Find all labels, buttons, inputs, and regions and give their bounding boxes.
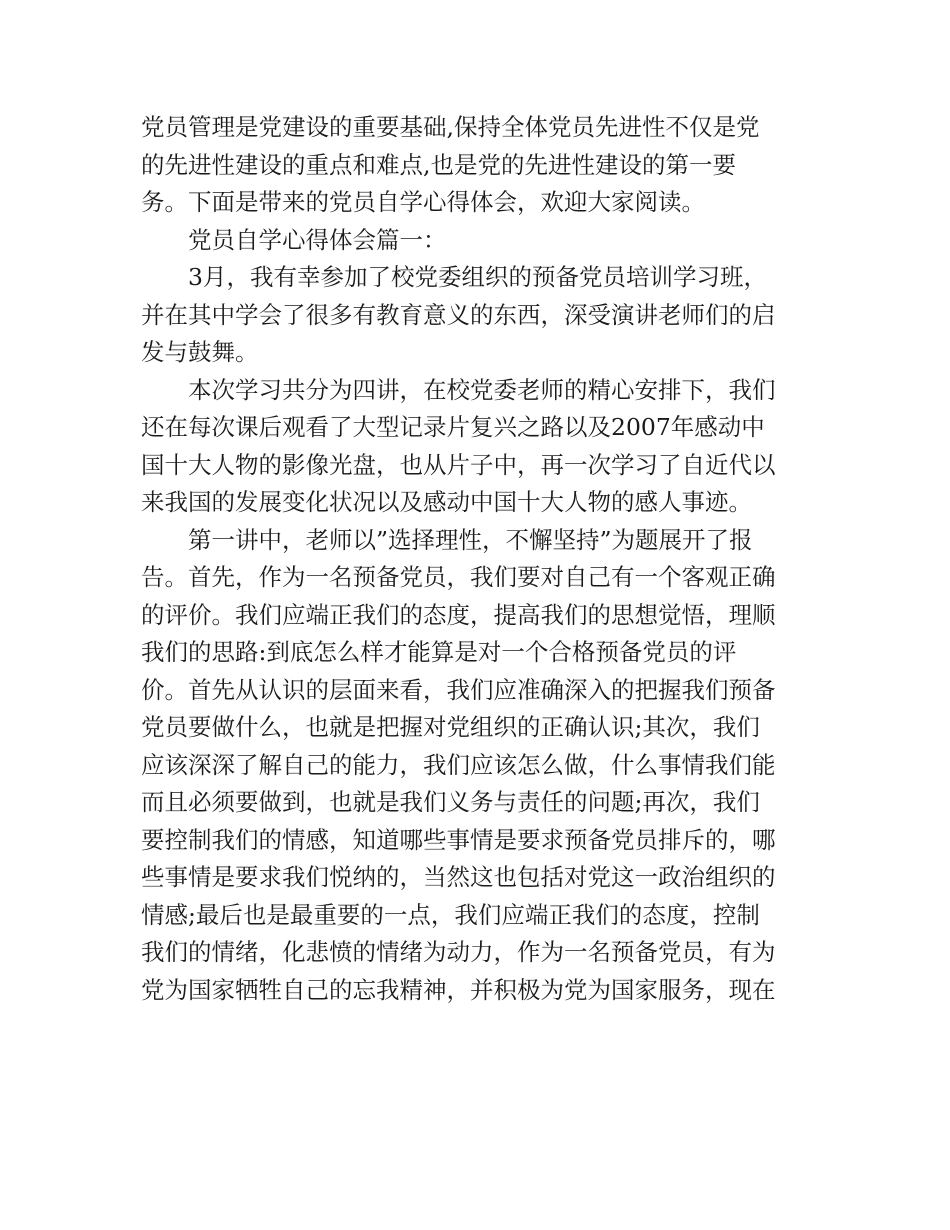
text-line-2: 的先进性建设的重点和难点,也是党的先进性建设的第一要: [141, 150, 736, 179]
text-line-22: 情感;最后也是最重要的一点，我们应端正我们的态度，控制: [141, 900, 760, 929]
text-line-15: 我们的思路:到底怎么样才能算是对一个合格预备党员的评: [141, 638, 737, 666]
text-line-20: 要控制我们的情感，知道哪些事情是要求预备党员排斥的，哪: [141, 825, 776, 854]
text-line-18: 应该深深了解自己的能力，我们应该怎么做，什么事情我们能: [141, 750, 776, 779]
text-line-13: 告。首先，作为一名预备党员，我们要对自己有一个客观正确: [141, 563, 776, 591]
text-line-23: 我们的情绪，化悲愤的情绪为动力，作为一名预备党员，有为: [141, 938, 776, 966]
text-line-3: 务。下面是带来的党员自学心得体会，欢迎大家阅读。: [141, 188, 705, 216]
text-line-7: 发与鼓舞。: [141, 338, 259, 366]
text-line-5: 3月，我有幸参加了校党委组织的预备党员培训学习班，: [188, 263, 767, 291]
text-line-21: 些事情是要求我们悦纳的，当然这也包括对党这一政治组织的: [141, 863, 776, 891]
text-line-1: 党员管理是党建设的重要基础,保持全体党员先进性不仅是党: [141, 113, 760, 141]
text-line-9: 还在每次课后观看了大型记录片复兴之路以及2007年感动中: [141, 413, 765, 441]
section-heading: 党员自学心得体会篇一：: [188, 225, 447, 254]
text-line-8: 本次学习共分为四讲，在校党委老师的精心安排下，我们: [188, 375, 776, 404]
text-line-14: 的评价。我们应端正我们的态度，提高我们的思想觉悟，理顺: [141, 600, 776, 629]
text-line-24: 党为国家牺牲自己的忘我精神，并积极为党为国家服务，现在: [141, 975, 776, 1004]
body-text: [141, 109, 821, 1009]
text-line-19: 而且必须要做到，也就是我们义务与责任的问题;再次，我们: [141, 788, 760, 816]
text-line-16: 价。首先从认识的层面来看，我们应准确深入的把握我们预备: [141, 675, 776, 704]
text-line-17: 党员要做什么，也就是把握对党组织的正确认识;其次，我们: [141, 713, 760, 741]
text-line-10: 国十大人物的影像光盘，也从片子中，再一次学习了自近代以: [141, 450, 776, 479]
text-line-11: 来我国的发展变化状况以及感动中国十大人物的感人事迹。: [141, 488, 752, 516]
text-line-6: 并在其中学会了很多有教育意义的东西，深受演讲老师们的启: [141, 300, 776, 329]
text-line-12: 第一讲中，老师以”选择理性，不懈坚持”为题展开了报: [188, 525, 753, 554]
